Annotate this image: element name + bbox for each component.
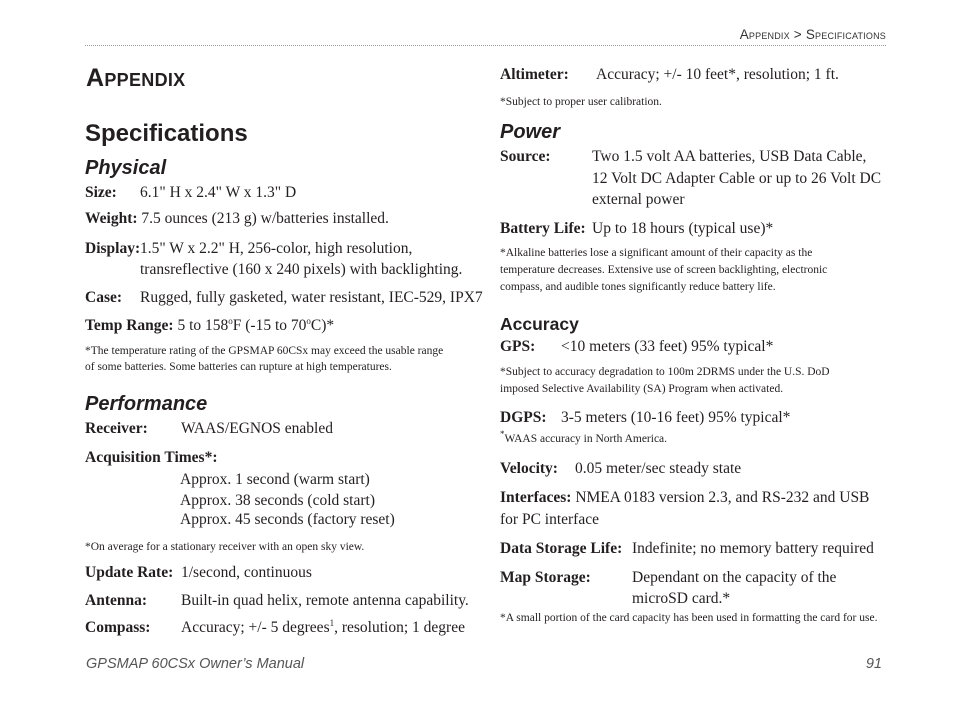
dgps-note-sup: *	[500, 429, 505, 440]
spec-acquisition-reset: Approx. 45 seconds (factory reset)	[180, 511, 395, 528]
footer-manual-title: GPSMAP 60CSx Owner’s Manual	[86, 656, 305, 672]
spec-interfaces-value-2: for PC interface	[500, 511, 599, 528]
compass-footnote-sup: 1	[329, 617, 335, 628]
spec-gps	[500, 336, 535, 357]
spec-temp-range	[85, 315, 334, 336]
breadcrumb-specifications: Specifications	[805, 27, 886, 42]
header-divider	[85, 45, 886, 46]
spec-source-value-1: Two 1.5 volt AA batteries, USB Data Cable,	[592, 148, 867, 165]
spec-temp-value-a: 5 to 158	[177, 317, 229, 334]
section-accuracy-heading: Accuracy	[500, 314, 579, 334]
spec-temp-value-b: F (-15 to 70	[232, 317, 307, 334]
spec-map-value-2: microSD card.*	[632, 590, 731, 607]
spec-case	[85, 287, 122, 308]
section-power-heading: Power	[500, 121, 561, 143]
spec-source-label: Source:	[500, 148, 551, 165]
spec-antenna-label: Antenna:	[85, 592, 148, 609]
gps-note-1: *Subject to accuracy degradation to 100m 2DRMS under the U.S. DoD	[500, 366, 830, 378]
spec-velocity-value: 0.05 meter/sec steady state	[575, 460, 742, 477]
spec-compass	[85, 617, 150, 638]
spec-update-rate	[85, 562, 173, 583]
spec-case-value: Rugged, fully gasketed, water resistant, IEC-529, IPX7	[140, 289, 483, 306]
spec-battery-value: Up to 18 hours (typical use)*	[592, 220, 774, 237]
spec-data-storage	[500, 538, 622, 559]
spec-display-label: Display:	[85, 240, 141, 257]
spec-altimeter	[500, 64, 569, 85]
spec-display	[85, 238, 140, 259]
dgps-note	[500, 431, 667, 448]
spec-weight-value: 7.5 ounces (213 g) w/batteries installed.	[141, 210, 389, 227]
spec-storage-value: Indefinite; no memory battery required	[632, 540, 874, 557]
spec-update-label: Update Rate:	[85, 564, 174, 581]
spec-size-value: 6.1" H x 2.4" W x 1.3" D	[140, 184, 297, 201]
spec-display-value-2: transreflective (160 x 240 pixels) with backlighting.	[140, 261, 463, 278]
breadcrumb-separator: >	[793, 27, 802, 42]
spec-battery-label: Battery Life:	[500, 220, 586, 237]
spec-map-storage	[500, 567, 591, 588]
spec-acquisition	[85, 447, 218, 468]
spec-weight	[85, 208, 389, 229]
spec-temp-label: Temp Range:	[85, 317, 174, 334]
spec-receiver	[85, 418, 148, 439]
physical-note-2: of some batteries. Some batteries can rupture at high temperatures.	[85, 361, 392, 373]
spec-map-label: Map Storage:	[500, 569, 591, 586]
spec-compass-value-a: Accuracy; +/- 5 degrees	[181, 619, 330, 636]
spec-display-value-1: 1.5" W x 2.2" H, 256-color, high resolution,	[140, 240, 413, 257]
spec-compass-value	[181, 617, 465, 638]
spec-storage-label: Data Storage Life:	[500, 540, 623, 557]
breadcrumb	[740, 27, 886, 42]
spec-interfaces-label: Interfaces:	[500, 489, 572, 506]
physical-note-1: *The temperature rating of the GPSMAP 60CSx may exceed the usable range	[85, 345, 444, 357]
section-physical-heading: Physical	[85, 157, 167, 179]
spec-gps-value: <10 meters (33 feet) 95% typical*	[561, 338, 774, 355]
spec-antenna-value: Built-in quad helix, remote antenna capability.	[181, 592, 469, 609]
spec-size-label: Size:	[85, 184, 117, 201]
breadcrumb-appendix: Appendix	[739, 27, 790, 42]
degree-sup-1: o	[228, 315, 233, 326]
spec-velocity	[500, 458, 558, 479]
spec-interfaces	[500, 487, 869, 508]
spec-source-value-3: external power	[592, 191, 685, 208]
spec-size	[85, 182, 117, 203]
power-note-2: temperature decreases. Extensive use of screen backlighting, electronic	[500, 264, 828, 276]
spec-receiver-value: WAAS/EGNOS enabled	[181, 420, 333, 437]
spec-antenna	[85, 590, 147, 611]
map-storage-note: *A small portion of the card capacity has been used in formatting the card for use.	[500, 612, 878, 624]
spec-weight-label: Weight:	[85, 210, 138, 227]
spec-map-value-1: Dependant on the capacity of the	[632, 569, 837, 586]
section-performance-heading: Performance	[85, 393, 208, 415]
altimeter-note: *Subject to proper user calibration.	[500, 96, 662, 108]
spec-source-value-2: 12 Volt DC Adapter Cable or up to 26 Volt DC	[592, 170, 882, 187]
spec-dgps-label: DGPS:	[500, 409, 547, 426]
dgps-note-text: WAAS accuracy in North America.	[504, 433, 668, 445]
spec-battery-life	[500, 218, 586, 239]
acquisition-note: *On average for a stationary receiver with an open sky view.	[85, 541, 365, 553]
spec-velocity-label: Velocity:	[500, 460, 558, 477]
power-note-1: *Alkaline batteries lose a significant amount of their capacity as the	[500, 247, 813, 259]
spec-dgps	[500, 407, 547, 428]
footer-page-number: 91	[865, 656, 882, 672]
spec-acquisition-label: Acquisition Times*:	[85, 449, 218, 466]
spec-altimeter-value: Accuracy; +/- 10 feet*, resolution; 1 ft.	[596, 66, 839, 83]
spec-source	[500, 146, 551, 167]
spec-compass-value-b: , resolution; 1 degree	[334, 619, 465, 636]
appendix-title: Appendix	[86, 64, 186, 92]
spec-interfaces-value-1: NMEA 0183 version 2.3, and RS-232 and USB	[575, 489, 870, 506]
gps-note-2: imposed Selective Availability (SA) Program when activated.	[500, 383, 784, 395]
spec-acquisition-cold: Approx. 38 seconds (cold start)	[180, 492, 375, 509]
spec-dgps-value: 3-5 meters (10-16 feet) 95% typical*	[561, 409, 791, 426]
degree-sup-2: o	[306, 315, 311, 326]
spec-compass-label: Compass:	[85, 619, 151, 636]
spec-acquisition-warm: Approx. 1 second (warm start)	[180, 471, 370, 488]
page-title: Specifications	[85, 120, 248, 147]
spec-altimeter-label: Altimeter:	[500, 66, 569, 83]
spec-gps-label: GPS:	[500, 338, 536, 355]
spec-update-value: 1/second, continuous	[181, 564, 312, 581]
spec-temp-value-c: C)*	[310, 317, 335, 334]
spec-receiver-label: Receiver:	[85, 420, 148, 437]
spec-case-label: Case:	[85, 289, 123, 306]
power-note-3: compass, and audible tones significantly reduce battery life.	[500, 281, 776, 293]
